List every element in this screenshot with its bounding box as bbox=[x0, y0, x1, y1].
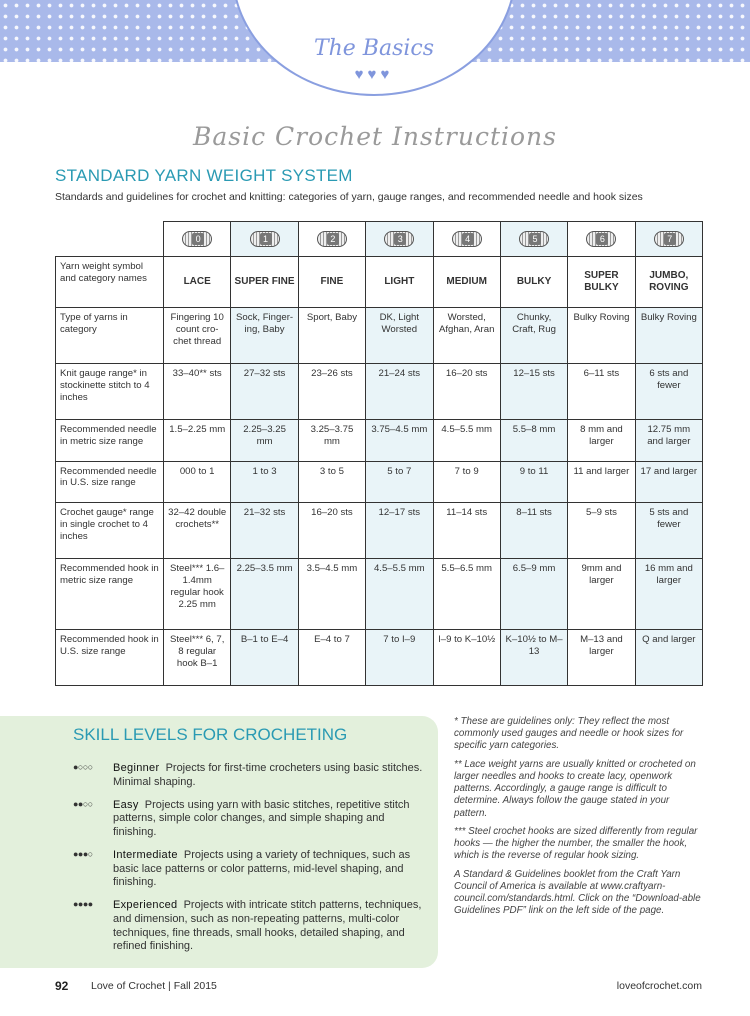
table-cell: Bulky Roving bbox=[568, 308, 635, 364]
yarn-skein-icon: 1 bbox=[250, 231, 280, 247]
table-cell: 3.75–4.5 mm bbox=[366, 420, 433, 461]
table-row bbox=[56, 308, 703, 364]
header-title: The Basics bbox=[313, 36, 435, 61]
table-cell: E–4 to 7 bbox=[298, 629, 365, 685]
row-label: Recommended needle in U.S. size range bbox=[56, 461, 164, 502]
symbol-row bbox=[56, 222, 703, 257]
yarn-skein-icon: 4 bbox=[452, 231, 482, 247]
row-label: Knit gauge range* in stockinette stitch to 4 inches bbox=[56, 364, 164, 420]
table-cell: 21–32 sts bbox=[231, 502, 298, 558]
category-header: JUMBO, ROVING bbox=[635, 257, 702, 308]
table-cell: 32–42 double crochets** bbox=[164, 502, 231, 558]
yarn-skein-icon: 7 bbox=[654, 231, 684, 247]
footnote: A Standard & Guidelines booklet from the Craft Yarn Council of America is available at www.craftyarn-council.com/standards.html. Click on the “Download-able Guidelines PDF” link on the left side of the page. bbox=[454, 868, 701, 917]
table-cell: 000 to 1 bbox=[164, 461, 231, 502]
row-label: Crochet gauge* range in single crochet to 4 inches bbox=[56, 502, 164, 558]
category-header: FINE bbox=[298, 257, 365, 308]
skill-item-easy bbox=[73, 799, 428, 840]
symbol-cell bbox=[568, 222, 635, 257]
table-cell: 1 to 3 bbox=[231, 461, 298, 502]
table-cell: Q and larger bbox=[635, 629, 702, 685]
yarn-skein-icon: 3 bbox=[384, 231, 414, 247]
table-cell: 2.25–3.5 mm bbox=[231, 558, 298, 629]
table-cell: Sport, Baby bbox=[298, 308, 365, 364]
symbol-cell bbox=[298, 222, 365, 257]
category-header: LACE bbox=[164, 257, 231, 308]
skill-level-description: Projects using yarn with basic stitches, repetitive stitch patterns, simple color changes, and simple shaping and finishing. bbox=[113, 798, 410, 838]
footnote: ** Lace weight yarns are usually knitted or crocheted on larger needles and hooks to create lacy, openwork patterns. Accordingly, a gauge range is difficult to determine. Always follow the gauge stated in your pattern. bbox=[454, 758, 696, 819]
table-cell: 11 and larger bbox=[568, 461, 635, 502]
table-cell: 21–24 sts bbox=[366, 364, 433, 420]
skill-level-name: Experienced bbox=[113, 899, 178, 911]
skill-item-beginner bbox=[73, 762, 428, 790]
yarn-skein-icon: 2 bbox=[317, 231, 347, 247]
table-cell: 2.25–3.25 mm bbox=[231, 420, 298, 461]
website-url: loveofcrochet.com bbox=[616, 980, 702, 992]
row-label: Recommended hook in metric size range bbox=[56, 558, 164, 629]
table-cell: 16–20 sts bbox=[433, 364, 500, 420]
symbol-cell bbox=[366, 222, 433, 257]
category-row bbox=[56, 257, 703, 308]
symbol-cell bbox=[231, 222, 298, 257]
table-row bbox=[56, 558, 703, 629]
skill-level-description: Projects with intricate stitch patterns, techniques, and dimension, such as non-repeating patterns, multi-color techniques, fine threads, small hooks, detailed shaping, and refined finishing. bbox=[113, 899, 422, 953]
table-cell: 8–11 sts bbox=[500, 502, 567, 558]
yarn-section-subtitle: Standards and guidelines for crochet and knitting: categories of yarn, gauge ranges, and recommended needle and hook sizes bbox=[55, 191, 643, 203]
table-cell: 6–11 sts bbox=[568, 364, 635, 420]
table-cell: 16–20 sts bbox=[298, 502, 365, 558]
magazine-title: Love of Crochet | Fall 2015 bbox=[91, 980, 217, 992]
row-label: Yarn weight symbol and category names bbox=[56, 257, 164, 308]
skill-item-experienced bbox=[73, 899, 428, 954]
yarn-section-title: STANDARD YARN WEIGHT SYSTEM bbox=[55, 166, 353, 185]
category-header: MEDIUM bbox=[433, 257, 500, 308]
symbol-cell bbox=[635, 222, 702, 257]
table-row bbox=[56, 461, 703, 502]
table-cell: 4.5–5.5 mm bbox=[433, 420, 500, 461]
skill-level-name: Easy bbox=[113, 798, 139, 811]
symbol-cell bbox=[164, 222, 231, 257]
table-cell: 5 sts and fewer bbox=[635, 502, 702, 558]
table-row bbox=[56, 364, 703, 420]
table-cell: Worsted, Afghan, Aran bbox=[433, 308, 500, 364]
category-header: BULKY bbox=[500, 257, 567, 308]
table-row bbox=[56, 420, 703, 461]
symbol-cell bbox=[433, 222, 500, 257]
yarn-skein-icon: 5 bbox=[519, 231, 549, 247]
table-cell: 5.5–6.5 mm bbox=[433, 558, 500, 629]
heart-icons: ♥♥♥ bbox=[354, 66, 394, 83]
skill-level-name: Intermediate bbox=[113, 848, 178, 861]
category-header: LIGHT bbox=[366, 257, 433, 308]
table-cell: Chunky, Craft, Rug bbox=[500, 308, 567, 364]
table-cell: DK, Light Worsted bbox=[366, 308, 433, 364]
table-cell: 5–9 sts bbox=[568, 502, 635, 558]
table-cell: 12–15 sts bbox=[500, 364, 567, 420]
table-cell: K–10½ to M–13 bbox=[500, 629, 567, 685]
table-cell: M–13 and larger bbox=[568, 629, 635, 685]
table-cell: 16 mm and larger bbox=[635, 558, 702, 629]
table-cell: I–9 to K–10½ bbox=[433, 629, 500, 685]
skill-dots-icon: ●●●● bbox=[73, 899, 93, 909]
table-cell: 3.25–3.75 mm bbox=[298, 420, 365, 461]
page-heading: Basic Crochet Instructions bbox=[192, 122, 557, 151]
table-cell: 3 to 5 bbox=[298, 461, 365, 502]
footnote: * These are guidelines only: They reflect the most commonly used gauges and needle or hook sizes for specific yarn categories. bbox=[454, 716, 684, 752]
skill-level-description: Projects using a variety of techniques, such as basic lace patterns or color patterns, mid-level shaping, and finishing. bbox=[113, 848, 411, 889]
table-cell: B–1 to E–4 bbox=[231, 629, 298, 685]
category-header: SUPER FINE bbox=[231, 257, 298, 308]
table-cell: 9 to 11 bbox=[500, 461, 567, 502]
page-number: 92 bbox=[55, 979, 69, 993]
table-cell: Sock, Finger-ing, Baby bbox=[231, 308, 298, 364]
table-cell: 7 to I–9 bbox=[366, 629, 433, 685]
table-cell: Bulky Roving bbox=[635, 308, 702, 364]
table-cell: 33–40** sts bbox=[164, 364, 231, 420]
table-cell: 9mm and larger bbox=[568, 558, 635, 629]
table-cell: 27–32 sts bbox=[231, 364, 298, 420]
footnotes bbox=[454, 716, 704, 924]
category-header: SUPER BULKY bbox=[568, 257, 635, 308]
table-cell: 11–14 sts bbox=[433, 502, 500, 558]
skill-levels-list bbox=[73, 762, 428, 963]
yarn-skein-icon: 0 bbox=[182, 231, 212, 247]
table-cell: 8 mm and larger bbox=[568, 420, 635, 461]
skill-dots-icon: ●●●○ bbox=[73, 848, 93, 859]
skill-item-intermediate bbox=[73, 849, 428, 890]
row-label: Type of yarns in category bbox=[56, 308, 164, 364]
table-row bbox=[56, 502, 703, 558]
table-cell: 3.5–4.5 mm bbox=[298, 558, 365, 629]
table-cell: 7 to 9 bbox=[433, 461, 500, 502]
row-label: Recommended hook in U.S. size range bbox=[56, 629, 164, 685]
table-cell: 17 and larger bbox=[635, 461, 702, 502]
table-cell: 6.5–9 mm bbox=[500, 558, 567, 629]
yarn-weight-table bbox=[55, 221, 703, 686]
table-row bbox=[56, 629, 703, 685]
table-corner bbox=[56, 222, 164, 257]
table-cell: 12.75 mm and larger bbox=[635, 420, 702, 461]
skill-level-name: Beginner bbox=[113, 762, 160, 774]
table-cell: Fingering 10 count cro-chet thread bbox=[164, 308, 231, 364]
table-cell: 5 to 7 bbox=[366, 461, 433, 502]
symbol-cell bbox=[500, 222, 567, 257]
table-cell: 6 sts and fewer bbox=[635, 364, 702, 420]
table-cell: Steel*** 6, 7, 8 regular hook B–1 bbox=[164, 629, 231, 685]
table-cell: 23–26 sts bbox=[298, 364, 365, 420]
table-cell: 12–17 sts bbox=[366, 502, 433, 558]
table-cell: 1.5–2.25 mm bbox=[164, 420, 231, 461]
skill-dots-icon: ●○○○ bbox=[73, 762, 93, 772]
skill-level-description: Projects for first-time crocheters using basic stitches. Minimal shaping. bbox=[113, 762, 423, 788]
table-cell: 4.5–5.5 mm bbox=[366, 558, 433, 629]
yarn-skein-icon: 6 bbox=[586, 231, 616, 247]
skill-dots-icon: ●●○○ bbox=[73, 798, 93, 809]
footnote: *** Steel crochet hooks are sized differently from regular hooks — the higher the number, the smaller the hook, which is the reverse of regular hook sizing. bbox=[454, 825, 698, 862]
table-cell: Steel*** 1.6–1.4mm regular hook 2.25 mm bbox=[164, 558, 231, 629]
row-label: Recommended needle in metric size range bbox=[56, 420, 164, 461]
skill-levels-title: SKILL LEVELS FOR CROCHETING bbox=[73, 725, 348, 744]
table-cell: 5.5–8 mm bbox=[500, 420, 567, 461]
